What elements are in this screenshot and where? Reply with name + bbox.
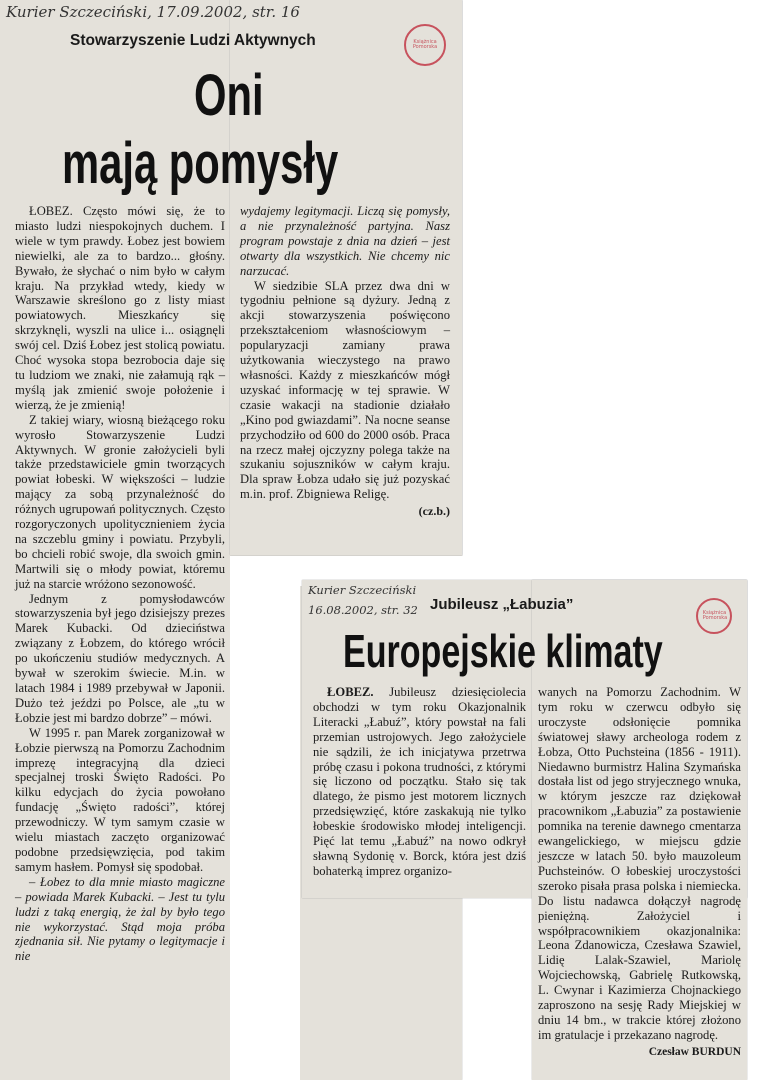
- article2-headline: Europejskie klimaty: [343, 625, 663, 677]
- paragraph: wanych na Pomorzu Zachodnim. W tym roku w czerwcu odbyło się uroczyste odsłonięcie pomnika światowej sławy archeologa rodem z Łobza, Otto Puchsteina (1856 - 1911). Niedawno burmistrz Halina Szymańska dostała list od jego stryjecznego wnuka, w którym jeszcze raz dziękował pracownikom „Łabuzia” za postawienie pomnika na terenie dawnego cmentarza ewangelickiego, w miejscu gdzie jeszcze w latach 50. było mauzoleum Puchsteinów. O łobeskiej uroczystości szeroko pisała prasa polska i niemiecka. Do listu nadawca dołączył nagrodę pieniężną. Założyciel i współpracownikiem okazjonalnika: Leona Zdanowicza, Czesława Szawiel, Lidię Lalak-Szawiel, Mariolę Wojciechowską, Gabrielę Rutkowską, L. Cwynar i Kazimierza Chojnackiego zaproszono na sesję Rady Miejskiej w dniu 14 bm., w trakcie której złożono im gratulacje i przekazano nagrodę.: [538, 685, 741, 1042]
- quote-paragraph: wydajemy legitymacji. Liczą się pomysły, a nie przynależność partyjna. Nasz program powstaje z dnia na dzień – jest otwarty dla wszystkich. Nie chcemy nic narzucać.: [240, 204, 450, 278]
- paragraph: ŁOBEZ. Często mówi się, że to miasto ludzi niespokojnych duchem. I wiele w tym prawdy. Łobez jest bowiem niewielki, ale za to bardzo... głośny. Bywało, że słychać o nim było w całym kraju. Na przykład wtedy, kiedy w Warszawie skreślono go z listy miast powiatowych. Mieszkańcy się skrzyknęli, wyszli na ulice i... osiągnęli swój cel. Dziś Łobez jest stolicą powiatu. Choć wysoka stopa bezrobocia daje się tu ludziom we znaki, nie załamują rąk – myślą jak zmienić swoje położenie i wierzą, że je zmienią!: [15, 204, 225, 412]
- article1-headline-line2: mają pomysły: [62, 131, 339, 196]
- handwritten-note: Kurier Szczeciński, 17.09.2002, str. 16: [6, 3, 300, 21]
- library-stamp-text: Książnica Pomorska: [702, 609, 728, 621]
- paragraph: W siedzibie SLA przez dwa dni w tygodniu pełnione są dyżury. Jedną z akcji stowarzyszenia poświęcono przekształceniom własnościowym – popularyzacji zamiany prawa użytkowania wieczystego na prawo własności. Każdy z mieszkańców mógł uzyskać informację w tej sprawie. W czasie wakacji na stadionie działało „Kino pod gwiazdami”. Na nocne seanse przychodziło od 600 do 2000 osób. Praca na rzecz małej ojczyzny polega także na szukaniu sojuszników w całym kraju. Dla spraw Łobza udało się już pozyskać m.in. prof. Zbigniewa Religę.: [240, 278, 450, 502]
- handwritten-note-line1: Kurier Szczeciński: [308, 583, 417, 597]
- paragraph: Jednym z pomysłodawców stowarzyszenia był jego dzisiejszy prezes Marek Kubacki. Od dzieciństwa związany z Łobzem, do którego wrócił po ukończeniu studiów medycznych. A bywał w szerokim świecie. M.in. w latach 1984 i 1989 przebywał w Japonii. Dużo też jeździ po Polsce, ale „tu w Łobzie jest mi bardzo dobrze” – mówi.: [15, 591, 225, 725]
- article2-kicker: Jubileusz „Łabuzia”: [430, 596, 574, 613]
- background-gap-lower: [230, 556, 300, 1080]
- article2-column-2: [538, 685, 741, 1060]
- article1-column-2: [240, 204, 450, 519]
- library-stamp: [696, 598, 732, 634]
- article2-dateline: ŁOBEZ.: [327, 685, 374, 699]
- quote-paragraph: – Łobez to dla mnie miasto magiczne – powiada Marek Kubacki. – Jest tu tylu ludzi z taką energią, że żal by było tego nie wykorzystać. Stąd moja próba zjednania sił. Nie pytamy o legitymacje i nie: [15, 874, 225, 964]
- article2-col1-text: Jubileusz dziesięciolecia obchodzi w tym roku Okazjonalnik Literacki „Łabuź”, który powstał na fali przemian ustrojowych. Jego założyciele nie sądzili, że ich inicjatywa przetrwa próbę czasu i pokona trudności, z którymi się liczono od początku. Stało się tak dlatego, że pismo jest motorem licznych przedsięwzięć, które zaskakują nie tylko łobeskie środowisko młodej inteligencji. Pięć lat temu „Łabuź” na nowo odkrył sławną Sydonię v. Borck, która jest dziś bohaterką imprez organizo-: [313, 685, 526, 878]
- article1-signature: (cz.b.): [418, 504, 450, 519]
- article1-headline-line1: Oni: [194, 63, 264, 128]
- paragraph: W 1995 r. pan Marek zorganizował w Łobzie pierwszą na Pomorzu Zachodnim imprezę integracyjną dla dzieci specjalnej troski Święto Radości. Po kilku edycjach do życia powołano fundację „Święto radości”, której przewodniczy. W tym samym czasie w wielu miastach zaczęto organizować podobne przedsięwzięcia, pod takim samym hasłem. Pomysł się spodobał.: [15, 725, 225, 874]
- article1-kicker: Stowarzyszenie Ludzi Aktywnych: [70, 32, 316, 49]
- article2-signature: Czesław BURDUN: [648, 1045, 741, 1058]
- article2-column-1: [313, 685, 526, 879]
- article1-column-1: [15, 204, 225, 964]
- paragraph: Z takiej wiary, wiosną bieżącego roku wyrosło Stowarzyszenie Ludzi Aktywnych. W gronie założycieli byli także przedstawiciele gmin tworzących powiat łobeski. W większości – ludzie mający za sobą przynależność do różnych ugrupowań politycznych. Często rozgoryczonych upolitycznieniem życia na szczeblu gminy i powiatu. Przybyli, bo chcieli robić swoje, dla swoich gmin. Martwili się o młody powiat, któremu już na starcie wróżono sezonowość.: [15, 412, 225, 591]
- library-stamp: [404, 24, 446, 66]
- paragraph: [313, 685, 526, 879]
- handwritten-note-line2: 16.08.2002, str. 32: [308, 603, 418, 617]
- library-stamp-text: Książnica Pomorska: [412, 38, 438, 50]
